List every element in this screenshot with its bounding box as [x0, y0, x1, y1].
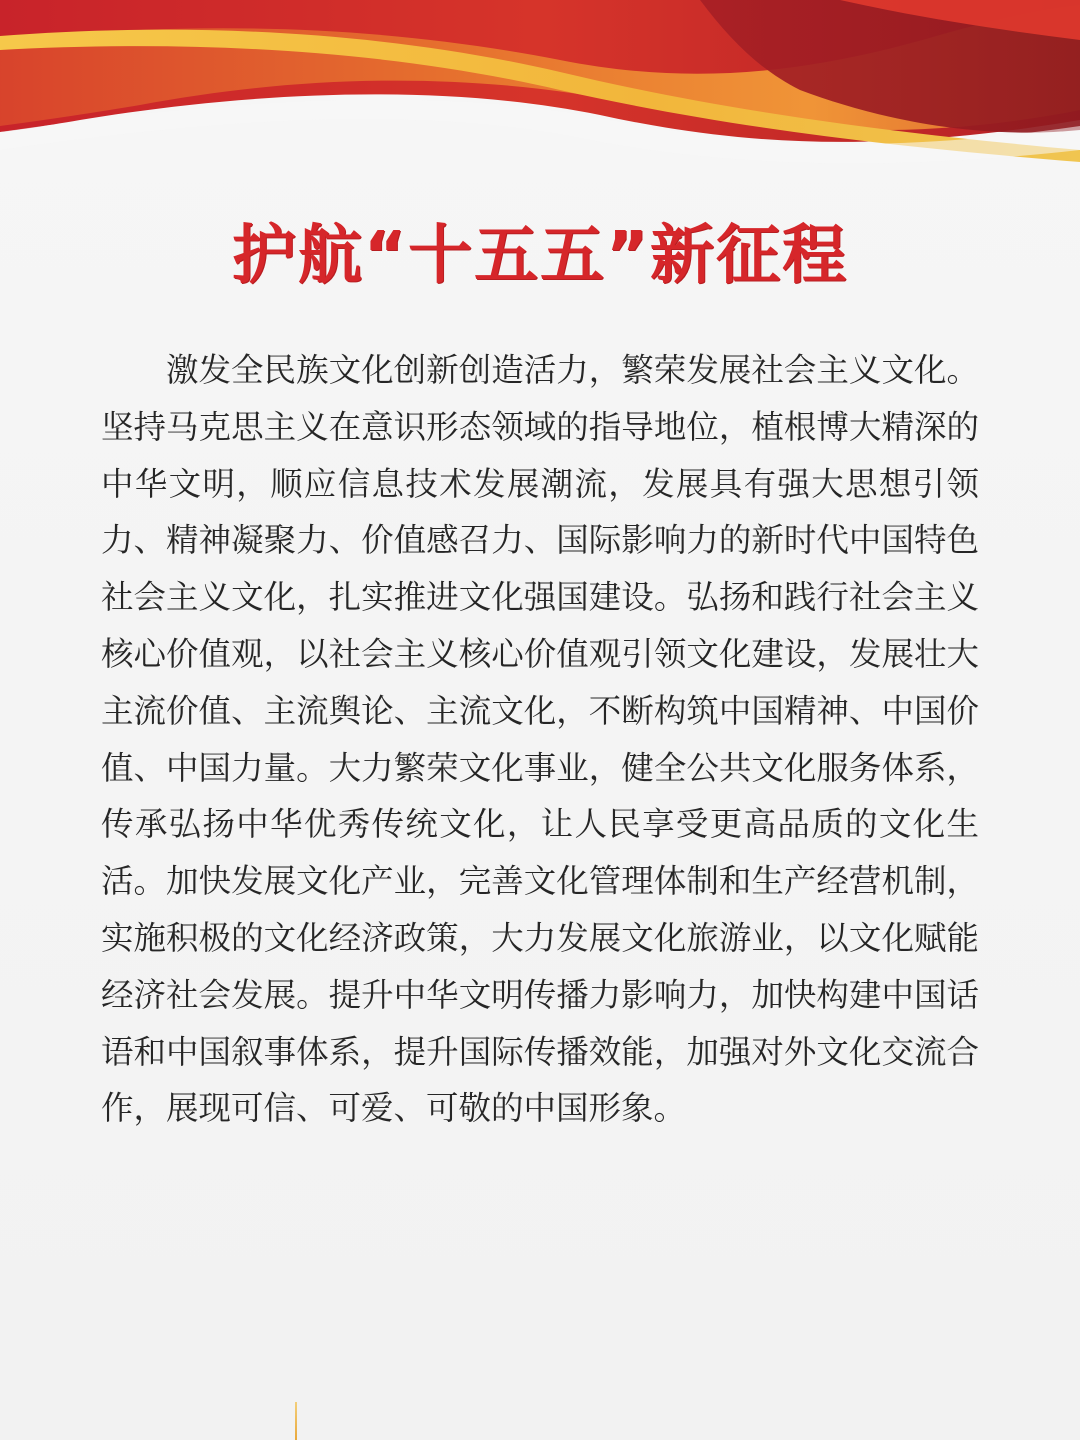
decorative-gold-line [295, 1402, 297, 1440]
decorative-wave-banner [0, 0, 1080, 200]
poster-title: 护航“十五五”新征程 [231, 219, 849, 293]
poster-body-text: 激发全民族文化创新创造活力，繁荣发展社会主义文化。坚持马克思主义在意识形态领域的指导地位，植根博大精深的中华文明，顺应信息技术发展潮流，发展具有强大思想引领力、精神凝聚力、价值感召力、国际影响力的新时代中国特色社会主义文化，扎实推进文化强国建设。弘扬和践行社会主义核心价值观，以社会主义核心价值观引领文化建设，发展壮大主流价值、主流舆论、主流文化，不断构筑中国精神、中国价值、中国力量。大力繁荣文化事业，健全公共文化服务体系，传承弘扬中华优秀传统文化，让人民享受更高品质的文化生活。加快发展文化产业，完善文化管理体制和生产经营机制，实施积极的文化经济政策，大力发展文化旅游业，以文化赋能经济社会发展。提升中华文明传播力影响力，加快构建中国话语和中国叙事体系，提升国际传播效能，加强对外文化交流合作，展现可信、可爱、可敬的中国形象。 [101, 351, 979, 1128]
